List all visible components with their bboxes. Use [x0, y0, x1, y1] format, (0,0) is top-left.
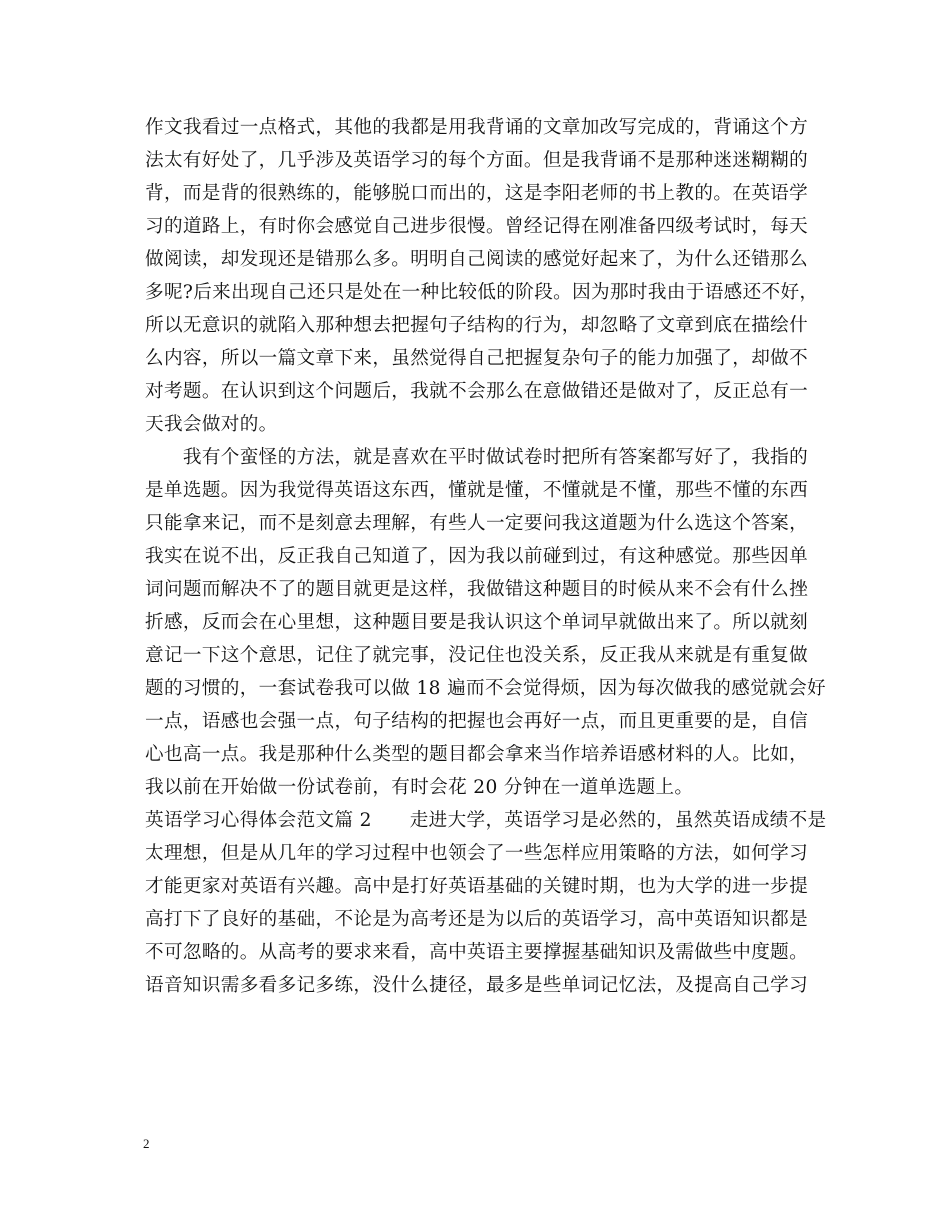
- text-line: 只能拿来记，而不是刻意去理解，有些人一定要问我这道题为什么选这个答案，: [145, 513, 809, 534]
- text-line: 作文我看过一点格式，其他的我都是用我背诵的文章加改写完成的，背诵这个方: [145, 117, 809, 138]
- text-line: 法太有好处了，几乎涉及英语学习的每个方面。但是我背诵不是那种迷迷糊糊的: [145, 150, 809, 171]
- text-line: 才能更家对英语有兴趣。高中是打好英语基础的关键时期，也为大学的进一步提: [145, 876, 809, 897]
- text-line: 天我会做对的。: [145, 414, 278, 435]
- text-line: 语音知识需多看多记多练，没什么捷径，最多是些单词记忆法，及提高自己学习: [145, 975, 809, 996]
- text-line: 不可忽略的。从高考的要求来看，高中英语主要撑握基础知识及需做些中度题。: [145, 942, 809, 963]
- text-line: 多呢?后来出现自己还只是处在一种比较低的阶段。因为那时我由于语感还不好，: [145, 282, 819, 303]
- text-line: 词问题而解决不了的题目就更是这样，我做错这种题目的时候从来不会有什么挫: [145, 579, 809, 600]
- text-line: 所以无意识的就陷入那种想去把握句子结构的行为，却忽略了文章到底在描绘什: [145, 315, 809, 336]
- text-line: 意记一下这个意思，记住了就完事，没记住也没关系，反正我从来就是有重复做: [145, 645, 809, 666]
- text-line: 英语学习心得体会范文篇 2 走进大学，英语学习是必然的，虽然英语成绩不是: [145, 810, 827, 831]
- text-line: 一点，语感也会强一点，句子结构的把握也会再好一点，而且更重要的是，自信: [145, 711, 809, 732]
- text-line: 我以前在开始做一份试卷前，有时会花 20 分钟在一道单选题上。: [145, 777, 694, 798]
- text-line: 太理想，但是从几年的学习过程中也领会了一些怎样应用策略的方法，如何学习: [145, 843, 809, 864]
- text-line: 我有个蛮怪的方法，就是喜欢在平时做试卷时把所有答案都写好了，我指的: [145, 447, 809, 468]
- text-line: 心也高一点。我是那种什么类型的题目都会拿来当作培养语感材料的人。比如，: [145, 744, 809, 765]
- page-number: 2: [143, 1136, 150, 1151]
- text-line: 习的道路上，有时你会感觉自己进步很慢。曾经记得在刚准备四级考试时，每天: [145, 216, 809, 237]
- text-line: 折感，反而会在心里想，这种题目要是我认识这个单词早就做出来了。所以就刻: [145, 612, 809, 633]
- text-line: 背，而是背的很熟练的，能够脱口而出的，这是李阳老师的书上教的。在英语学: [145, 183, 809, 204]
- text-line: 我实在说不出，反正我自己知道了，因为我以前碰到过，有这种感觉。那些因单: [145, 546, 809, 567]
- text-line: 题的习惯的，一套试卷我可以做 18 遍而不会觉得烦，因为每次做我的感觉就会好: [145, 678, 826, 699]
- text-line: 是单选题。因为我觉得英语这东西，懂就是懂，不懂就是不懂，那些不懂的东西: [145, 480, 809, 501]
- text-line: 高打下了良好的基础，不论是为高考还是为以后的英语学习，高中英语知识都是: [145, 909, 809, 930]
- text-line: 做阅读，却发现还是错那么多。明明自己阅读的感觉好起来了，为什么还错那么: [145, 249, 809, 270]
- text-line: 对考题。在认识到这个问题后，我就不会那么在意做错还是做对了，反正总有一: [145, 381, 809, 402]
- text-line: 么内容，所以一篇文章下来，虽然觉得自己把握复杂句子的能力加强了，却做不: [145, 348, 809, 369]
